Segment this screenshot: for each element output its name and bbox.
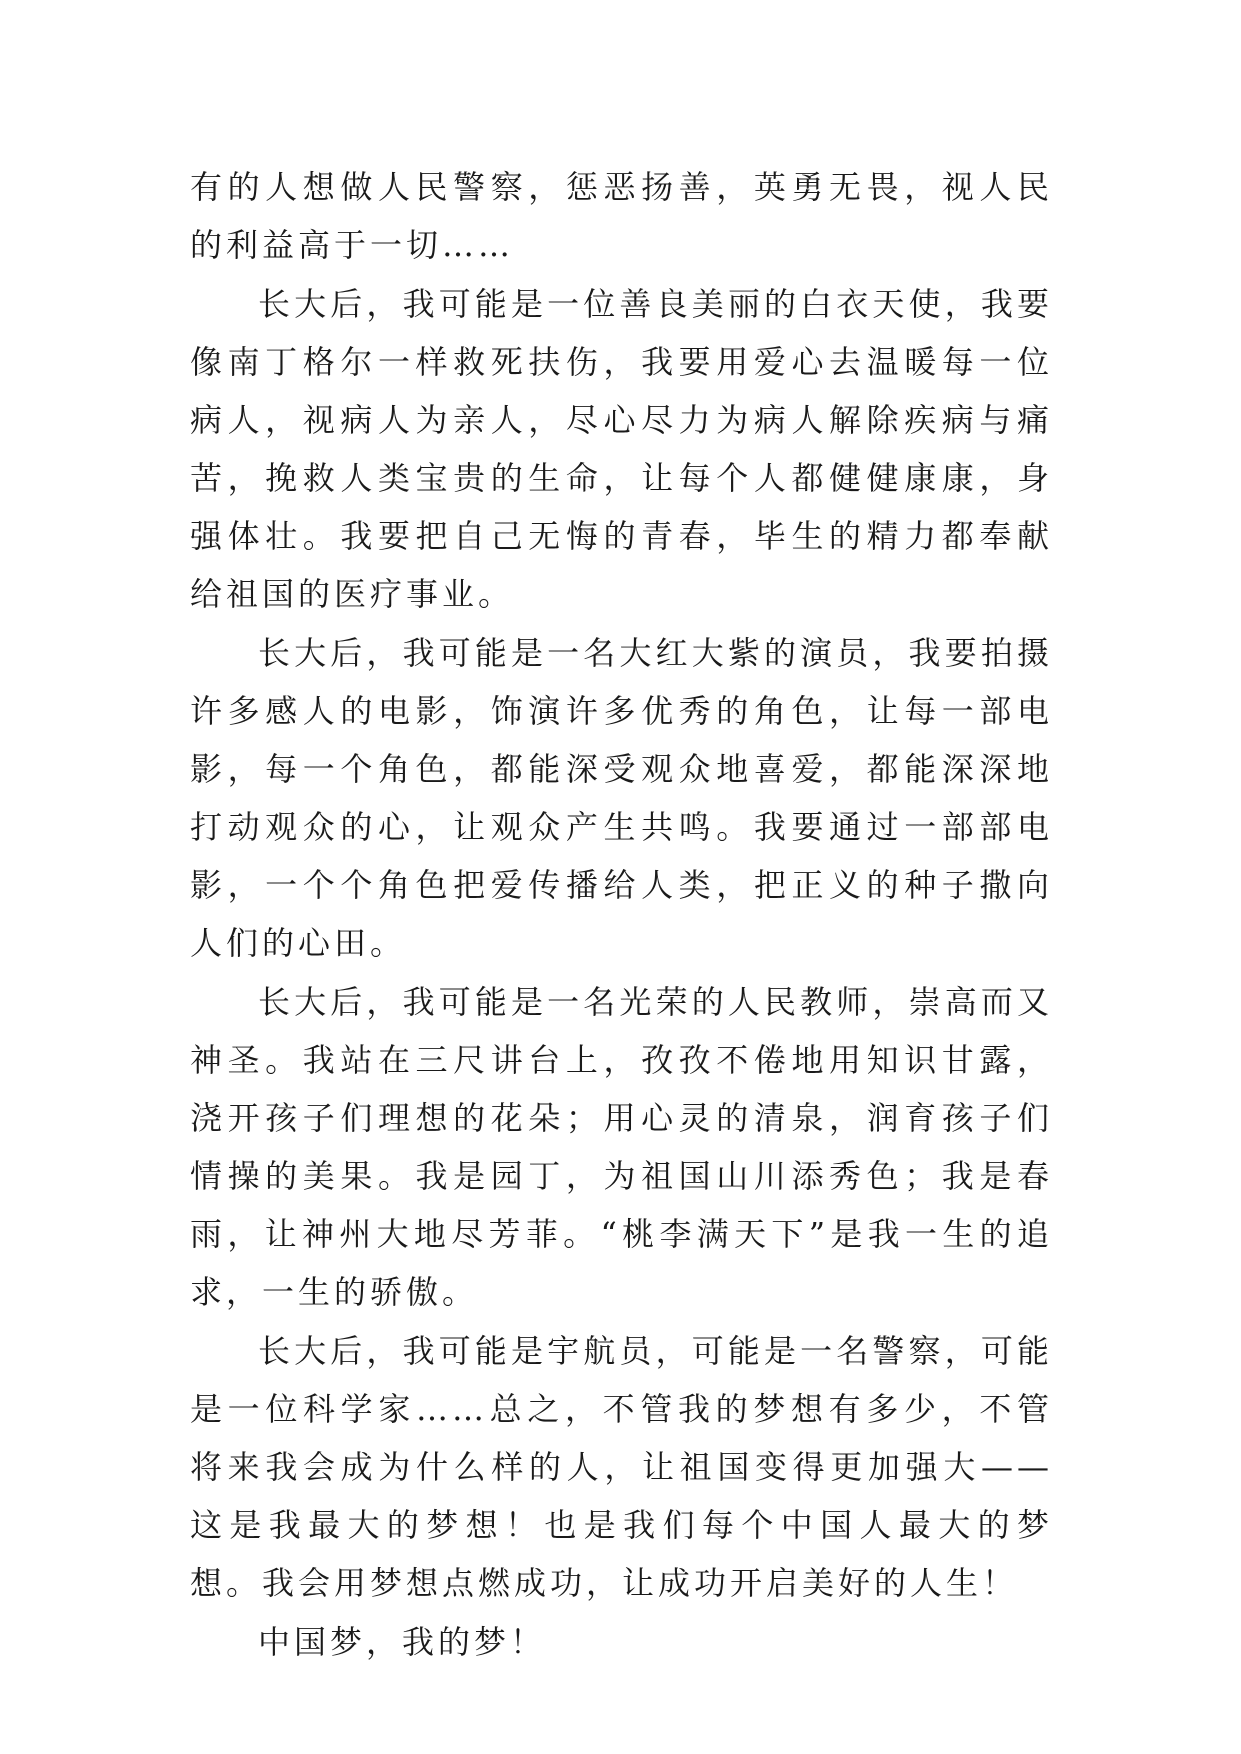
paragraph-5: 长大后，我可能是宇航员，可能是一名警察，可能是一位科学家……总之，不管我的梦想有多少，不管将来我会成为什么样的人，让祖国变得更加强大——这是我最大的梦想！也是我们每个中国人最大的梦想。我会用梦想点燃成功，让成功开启美好的人生！ <box>190 1332 1053 1602</box>
paragraph-2: 长大后，我可能是一位善良美丽的白衣天使，我要像南丁格尔一样救死扶伤，我要用爱心去温暖每一位病人，视病人为亲人，尽心尽力为病人解除疾病与痛苦，挽救人类宝贵的生命，让每个人都健健康康，身强体壮。我要把自己无悔的青春，毕生的精力都奉献给祖国的医疗事业。 <box>190 285 1053 613</box>
paragraph-6: 中国梦，我的梦！ <box>258 1623 547 1661</box>
paragraph-1: 有的人想做人民警察，惩恶扬善，英勇无畏，视人民的利益高于一切…… <box>190 168 1053 264</box>
document-body <box>190 158 1053 1672</box>
paragraph-3: 长大后，我可能是一名大红大紫的演员，我要拍摄许多感人的电影，饰演许多优秀的角色，让每一部电影，每一个角色，都能深受观众地喜爱，都能深深地打动观众的心，让观众产生共鸣。我要通过一部部电影，一个个角色把爱传播给人类，把正义的种子撒向人们的心田。 <box>190 634 1053 962</box>
paragraph-4: 长大后，我可能是一名光荣的人民教师，崇高而又神圣。我站在三尺讲台上，孜孜不倦地用知识甘露，浇开孩子们理想的花朵；用心灵的清泉，润育孩子们情操的美果。我是园丁，为祖国山川添秀色；我是春雨，让神州大地尽芳菲。“桃李满天下”是我一生的追求，一生的骄傲。 <box>190 983 1053 1311</box>
